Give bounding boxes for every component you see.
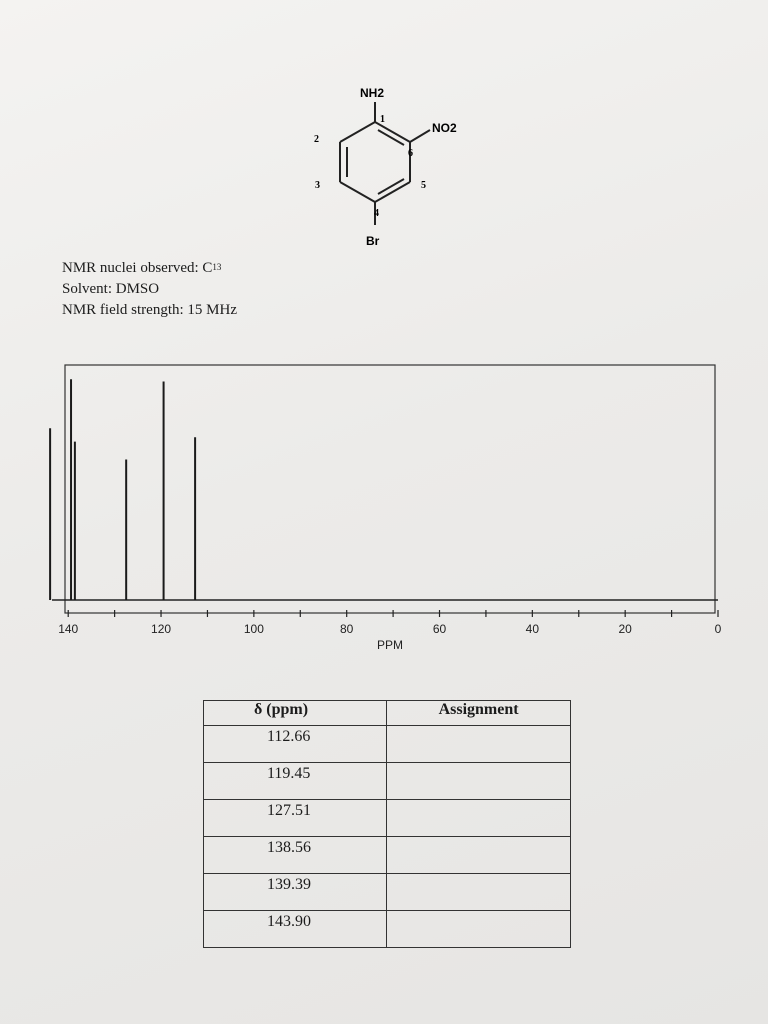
assignment-cell[interactable] — [387, 837, 571, 874]
assignment-table-wrap — [203, 700, 571, 948]
nmr-info — [62, 258, 237, 321]
shift-value: 143.90 — [267, 913, 311, 930]
assignment-cell[interactable] — [387, 763, 571, 800]
nuclei-label: NMR nuclei observed: C — [62, 260, 213, 276]
table-row — [204, 800, 571, 837]
tick-label-60: 60 — [432, 622, 447, 636]
spectrum-frame — [65, 365, 715, 613]
spectrum-chart — [40, 355, 740, 665]
assignment-table — [203, 700, 571, 948]
table-row — [204, 763, 571, 800]
ring-number-5: 5 — [421, 180, 426, 191]
tick-label-20: 20 — [618, 622, 632, 636]
molecule-structure — [290, 80, 480, 255]
shift-value: 112.66 — [267, 728, 311, 745]
shift-cell — [204, 763, 387, 800]
tick-label-0: 0 — [714, 622, 722, 636]
tick-label-80: 80 — [340, 622, 354, 636]
shift-value: 139.39 — [267, 876, 311, 893]
field-strength-label: NMR field strength: 15 MHz — [62, 302, 237, 318]
tick-label-40: 40 — [525, 622, 540, 636]
br-label: Br — [366, 234, 380, 248]
shift-value: 127.51 — [267, 802, 311, 819]
assignment-cell[interactable] — [387, 726, 571, 763]
shift-value: 119.45 — [267, 765, 311, 782]
assignment-cell[interactable] — [387, 874, 571, 911]
table-header-row — [204, 701, 571, 726]
no2-label: NO2 — [432, 121, 457, 135]
shift-cell — [204, 837, 387, 874]
nuclei-superscript: 13 — [212, 262, 222, 272]
ring-number-6: 6 — [408, 148, 413, 159]
ring-number-1: 1 — [380, 114, 385, 125]
shift-cell — [204, 911, 387, 948]
shift-value: 138.56 — [267, 839, 311, 856]
shift-cell — [204, 800, 387, 837]
benzene-ring-drawing — [290, 80, 480, 255]
solvent-label: Solvent: DMSO — [62, 281, 160, 297]
shift-cell — [204, 874, 387, 911]
ring-number-3: 3 — [315, 180, 320, 191]
table-row — [204, 726, 571, 763]
nh2-label: NH2 — [360, 86, 385, 100]
assignment-cell[interactable] — [387, 911, 571, 948]
table-row — [204, 911, 571, 948]
header-shift: δ (ppm) — [204, 701, 387, 726]
header-assignment: Assignment — [387, 701, 571, 726]
tick-label-120: 120 — [151, 622, 172, 636]
x-axis-title: PPM — [376, 638, 404, 652]
ring-number-2: 2 — [314, 134, 319, 145]
nmr-spectrum — [40, 355, 740, 665]
tick-label-140: 140 — [58, 622, 79, 636]
assignment-cell[interactable] — [387, 800, 571, 837]
ring-number-4: 4 — [374, 208, 379, 219]
tick-label-100: 100 — [243, 622, 264, 636]
table-row — [204, 874, 571, 911]
table-row — [204, 837, 571, 874]
shift-cell — [204, 726, 387, 763]
nuclei-observed — [62, 258, 237, 279]
